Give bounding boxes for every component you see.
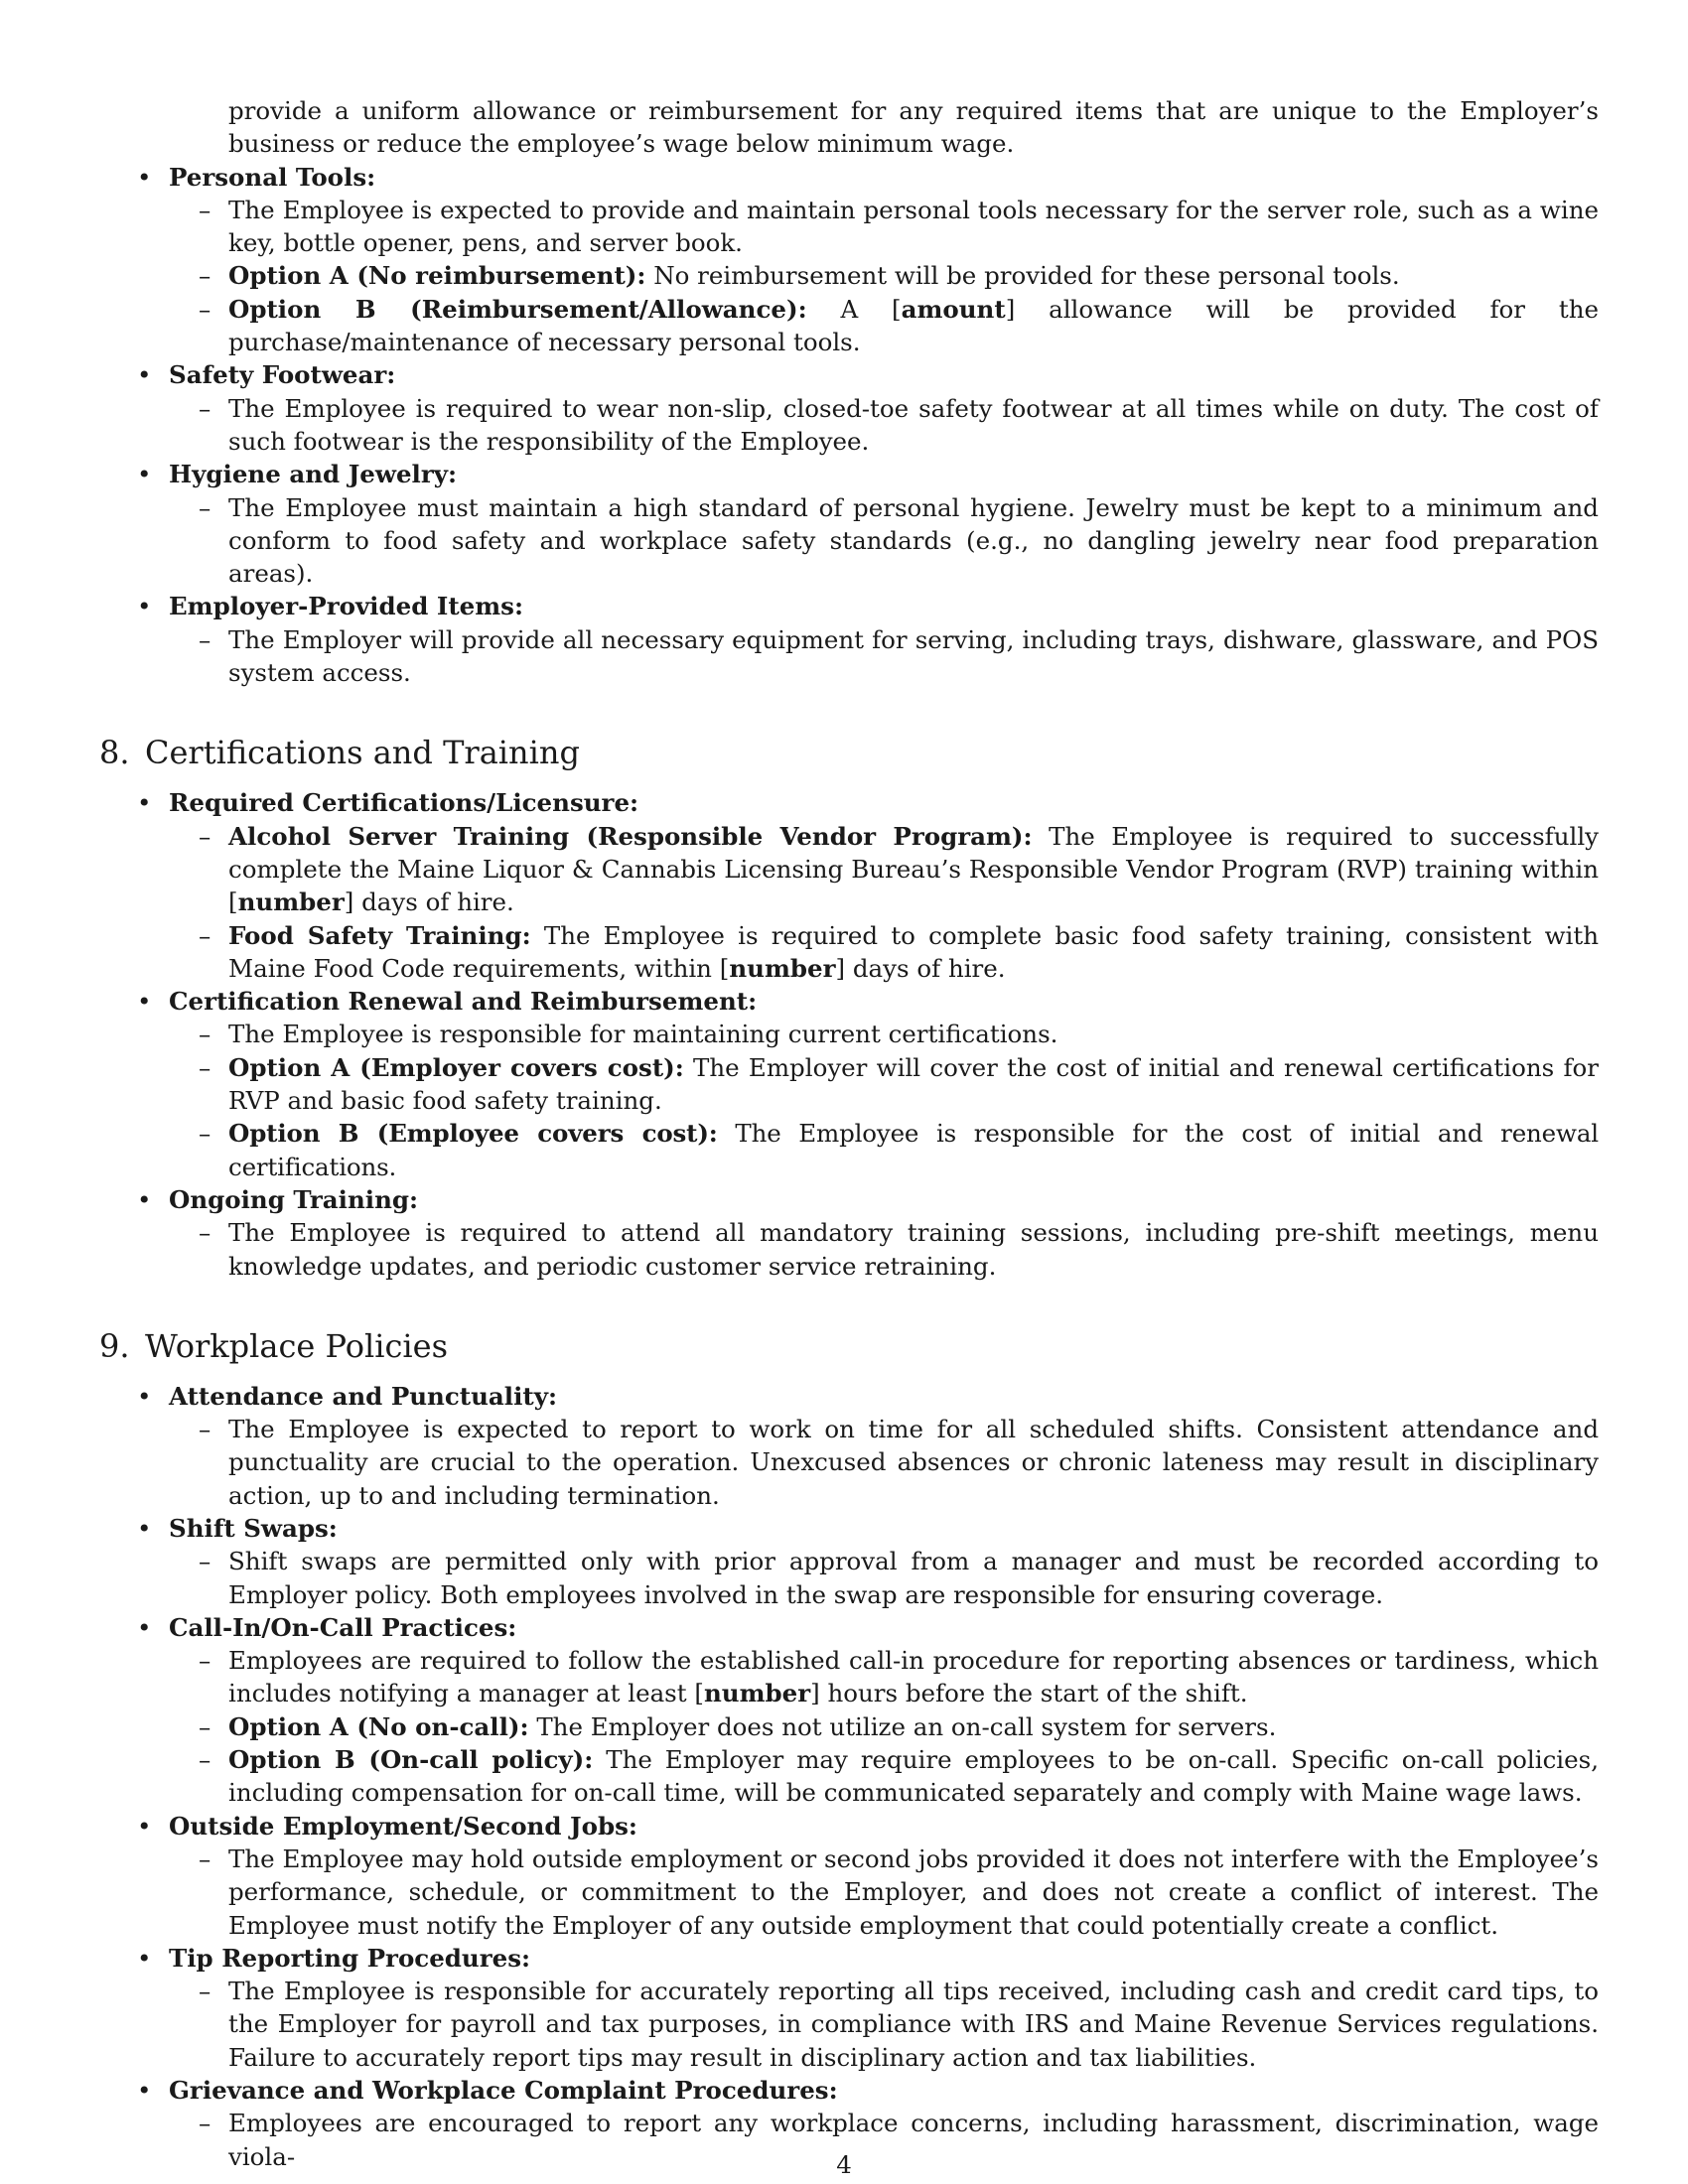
item-heading: • Safety Footwear: [169, 360, 396, 390]
list-item-call-in [99, 1611, 1599, 1810]
sub-item: – The Employee is required to attend all mandatory training sessions, including pre-shift meetings, menu knowledge updates, and periodic customer service retraining. [169, 1216, 1599, 1283]
item-heading: • Ongoing Training: [169, 1184, 419, 1214]
sub-item: – The Employee must maintain a high standard of personal hygiene. Jewelry must be kept to a minimum and conform to food safety and workplace safety standards (e.g., no dangling jewelry near food preparation areas). [169, 491, 1599, 591]
list-item-required-certs [99, 786, 1599, 985]
list-item-ongoing-training [99, 1183, 1599, 1283]
list-item-attendance [99, 1380, 1599, 1512]
uniform-list [99, 161, 1599, 690]
item-heading: • Grievance and Workplace Complaint Procedures: [169, 2076, 838, 2106]
sub-item-option-b: – Option B (On-call policy): The Employer may require employees to be on-call. Specific on-call policies, including compensation for on-call time, will be communicated separately and comply with Maine wage laws. [169, 1743, 1599, 1810]
sub-item: – The Employee is expected to report to work on time for all scheduled shifts. Consistent attendance and punctuality are crucial to the operation. Unexcused absences or chronic lateness may result in disciplinary action, up to and including termination. [169, 1413, 1599, 1512]
sub-item-option-a: – Option A (No reimbursement): No reimbursement will be provided for these personal tools. [169, 259, 1599, 292]
list-item-employer-items [99, 590, 1599, 689]
list-item-tip-reporting [99, 1942, 1599, 2074]
sub-item-option-b: – Option B (Reimbursement/Allowance): A [amount] allowance will be provided for the purchase/maintenance of necessary personal tools. [169, 293, 1599, 359]
section-9-list [99, 1380, 1599, 2173]
sub-item: – The Employee is expected to provide and maintain personal tools necessary for the server role, such as a wine key, bottle opener, pens, and server book. [169, 194, 1599, 260]
sub-item: – The Employee may hold outside employment or second jobs provided it does not interfere with the Employee’s performance, schedule, or commitment to the Employer, and does not create a conflict of interest. The Employee must notify the Employer of any outside employment that could potentially create a conflict. [169, 1843, 1599, 1942]
sub-item: – The Employee is responsible for maintaining current certifications. [169, 1018, 1599, 1050]
section-heading-9: 9. Workplace Policies [99, 1326, 448, 1365]
list-item-safety-footwear [99, 358, 1599, 458]
item-heading: • Certification Renewal and Reimbursement: [169, 987, 758, 1017]
item-heading: • Shift Swaps: [169, 1513, 338, 1543]
sub-item: – Shift swaps are permitted only with prior approval from a manager and must be recorded according to Employer policy. Both employees involved in the swap are responsible for ensuring coverage. [169, 1545, 1599, 1611]
sub-item-option-a: – Option A (Employer covers cost): The Employer will cover the cost of initial and renewal certifications for RVP and basic food safety training. [169, 1051, 1599, 1118]
item-heading: • Hygiene and Jewelry: [169, 460, 458, 489]
section-8-list [99, 786, 1599, 1282]
list-item-cert-renewal [99, 985, 1599, 1183]
sub-item-alcohol: – Alcohol Server Training (Responsible Vendor Program): The Employee is required to successfully complete the Maine Liquor & Cannabis Licensing Bureau’s Responsible Vendor Program (RVP) training within [number] days of hire. [169, 820, 1599, 919]
item-heading: • Personal Tools: [169, 162, 376, 192]
item-heading: • Call-In/On-Call Practices: [169, 1612, 517, 1642]
sub-item: – The Employee is required to wear non-slip, closed-toe safety footwear at all times while on duty. The cost of such footwear is the responsibility of the Employee. [169, 392, 1599, 459]
list-item-shift-swaps [99, 1512, 1599, 1611]
sub-item-option-b: – Option B (Employee covers cost): The Employee is responsible for the cost of initial and renewal certifications. [169, 1117, 1599, 1183]
item-heading: • Tip Reporting Procedures: [169, 1943, 531, 1973]
intro-continuation: provide a uniform allowance or reimbursement for any required items that are unique to the Employer’s business or reduce the employee’s wage below minimum wage. [228, 96, 1599, 159]
sub-item: – The Employee is responsible for accurately reporting all tips received, including cash and credit card tips, to the Employer for payroll and tax purposes, in compliance with IRS and Maine Revenue Services regulations. Failure to accurately report tips may result in disciplinary action and tax liabilities. [169, 1975, 1599, 2074]
list-item-personal-tools [99, 161, 1599, 359]
item-heading: • Attendance and Punctuality: [169, 1381, 557, 1411]
sub-item-option-a: – Option A (No on-call): The Employer does not utilize an on-call system for servers. [169, 1710, 1599, 1743]
sub-item: – The Employer will provide all necessary equipment for serving, including trays, dishware, glassware, and POS system access. [169, 623, 1599, 690]
list-item-outside-employment [99, 1810, 1599, 1942]
section-heading-8: 8. Certifications and Training [99, 734, 580, 772]
page-number: 4 [836, 2150, 852, 2179]
sub-item: – Employees are required to follow the established call-in procedure for reporting absences or tardiness, which includes notifying a manager at least [number] hours before the start of the shift. [169, 1644, 1599, 1710]
list-item-hygiene [99, 458, 1599, 590]
item-heading: • Required Certifications/Licensure: [169, 788, 639, 818]
item-heading: • Outside Employment/Second Jobs: [169, 1811, 637, 1841]
item-heading: • Employer-Provided Items: [169, 592, 523, 621]
sub-item-food-safety: – Food Safety Training: The Employee is required to complete basic food safety training, consistent with Maine Food Code requirements, within [number] days of hire. [169, 919, 1599, 986]
document-page [99, 94, 1599, 2173]
sub-item: – Employees are encouraged to report any workplace concerns, including harassment, discrimination, wage viola- [169, 2107, 1599, 2173]
